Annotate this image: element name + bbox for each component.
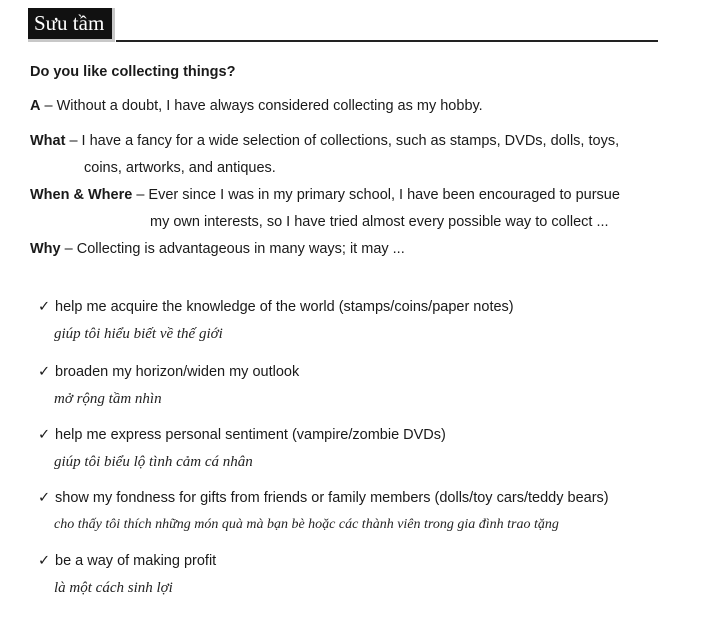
- answer-continuation: my own interests, so I have tried almost every possible way to collect ...: [150, 214, 609, 230]
- item-vietnamese: là một cách sinh lợi: [54, 580, 173, 596]
- section-title-box: [28, 8, 115, 42]
- check-icon: ✓: [38, 490, 51, 506]
- item-vietnamese: giúp tôi hiểu biết về thế giới: [54, 326, 223, 342]
- check-icon: ✓: [38, 553, 51, 569]
- item-english: show my fondness for gifts from friends or family members (dolls/toy cars/teddy bears): [55, 490, 609, 506]
- list-item: [38, 553, 216, 569]
- section-title: Sưu tầm: [34, 11, 105, 35]
- item-vietnamese: giúp tôi biểu lộ tình cảm cá nhân: [54, 454, 253, 470]
- check-icon: ✓: [38, 427, 51, 443]
- list-item: [38, 427, 446, 443]
- answer-tag: When & Where: [30, 187, 133, 203]
- item-vietnamese: cho thấy tôi thích những món quà mà bạn bè hoặc các thành viên trong gia đình trao tặng: [54, 517, 559, 532]
- header-divider: [116, 40, 658, 42]
- list-item: [38, 490, 609, 506]
- check-icon: ✓: [38, 299, 51, 315]
- answer-text: – Without a doubt, I have always considered collecting as my hobby.: [40, 98, 483, 114]
- item-english: help me express personal sentiment (vampire/zombie DVDs): [55, 427, 446, 443]
- answer-text: – Collecting is advantageous in many ways; it may ...: [60, 241, 405, 257]
- list-item: [38, 364, 299, 380]
- item-vietnamese: mở rộng tầm nhìn: [54, 391, 162, 407]
- answer-line-what: [30, 133, 619, 149]
- answer-continuation: coins, artworks, and antiques.: [84, 160, 276, 176]
- check-icon: ✓: [38, 364, 51, 380]
- list-item: [38, 299, 514, 315]
- answer-tag: A: [30, 98, 41, 114]
- item-english: be a way of making profit: [55, 553, 217, 569]
- answer-tag: What: [30, 133, 66, 149]
- answer-line-why: [30, 241, 405, 257]
- answer-line-a: [30, 98, 483, 114]
- item-english: help me acquire the knowledge of the world (stamps/coins/paper notes): [55, 299, 514, 315]
- answer-line-when-where: [30, 187, 620, 203]
- answer-tag: Why: [30, 241, 61, 257]
- answer-text: – I have a fancy for a wide selection of collections, such as stamps, DVDs, dolls, toys,: [65, 133, 620, 149]
- item-english: broaden my horizon/widen my outlook: [55, 364, 300, 380]
- question-heading: Do you like collecting things?: [30, 64, 236, 80]
- answer-text: – Ever since I was in my primary school, I have been encouraged to pursue: [132, 187, 620, 203]
